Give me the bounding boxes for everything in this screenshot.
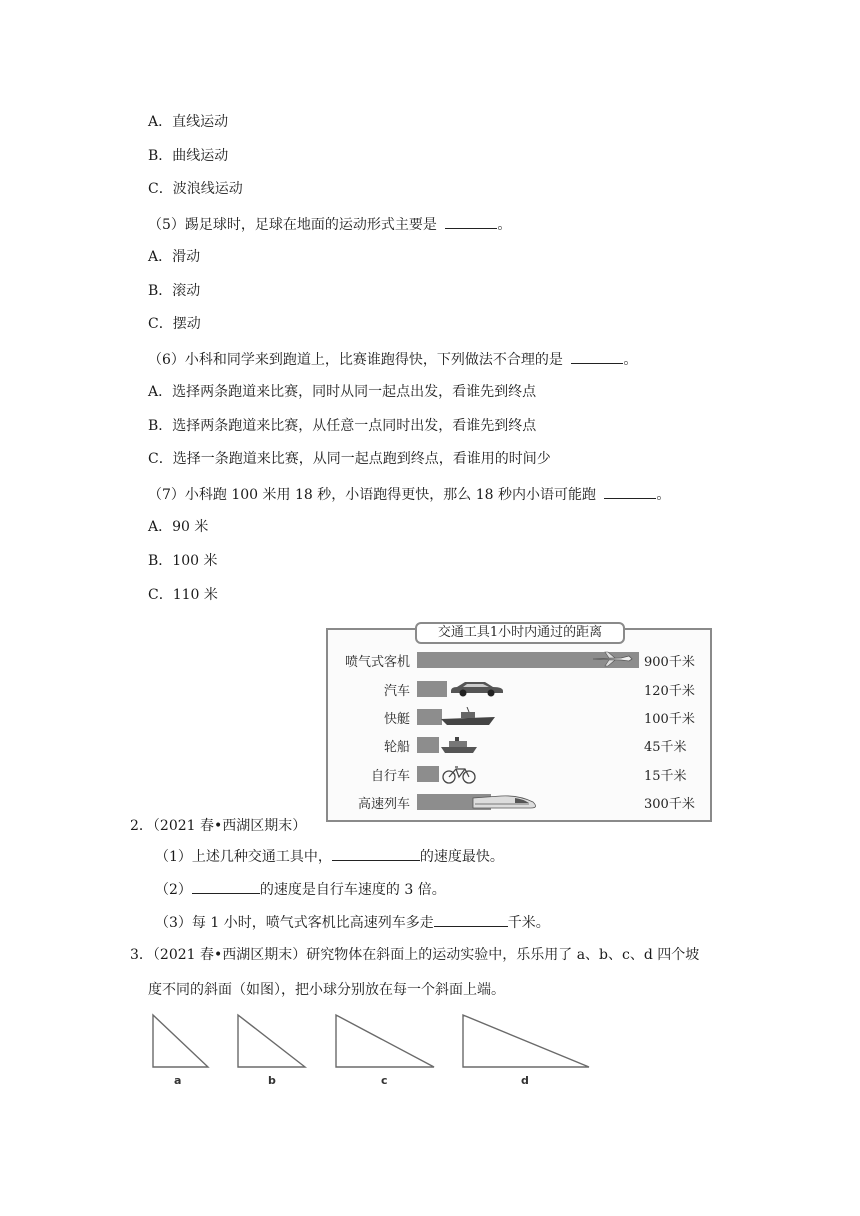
answer-blank-7[interactable] xyxy=(604,484,656,499)
speedboat-icon xyxy=(439,707,497,731)
question-7-end: 。 xyxy=(656,487,671,503)
question-2-part-1 xyxy=(155,846,504,866)
chart-category-label: 自行车 xyxy=(370,769,410,784)
chart-category-label: 轮船 xyxy=(383,740,410,755)
slope-label-a: a xyxy=(174,1074,182,1087)
slope-figure xyxy=(148,1010,598,1090)
option-7a: A．90 米 xyxy=(148,519,209,535)
question-2-part-2 xyxy=(155,879,446,899)
airplane-icon xyxy=(591,651,633,671)
transport-distance-chart xyxy=(326,622,715,825)
answer-blank-6[interactable] xyxy=(571,349,623,364)
slope-label-d: d xyxy=(521,1074,529,1087)
q2-s3-end: 千米。 xyxy=(507,915,550,931)
question-3-line-2: 度不同的斜面（如图），把小球分别放在每一个斜面上端。 xyxy=(148,982,505,998)
question-7 xyxy=(148,484,670,504)
question-5-text: （5）踢足球时，足球在地面的运动形式主要是 xyxy=(148,217,437,233)
answer-blank-2-2[interactable] xyxy=(192,879,260,894)
slope-c xyxy=(336,1015,434,1067)
slope-b xyxy=(238,1015,305,1067)
slope-label-b: b xyxy=(268,1074,276,1087)
chart-value-label: 900千米 xyxy=(644,655,695,670)
option-4a: A．直线运动 xyxy=(148,114,229,130)
train-icon xyxy=(471,792,539,816)
question-3-line-1: 3．（2021 春•西湖区期末）研究物体在斜面上的运动实验中，乐乐用了 a、b、c、d 四个坡 xyxy=(130,947,700,963)
chart-category-label: 汽车 xyxy=(383,684,410,699)
chart-value-label: 300千米 xyxy=(644,797,695,812)
chart-bar xyxy=(417,681,447,697)
question-7-text: （7）小科跑 100 米用 18 秒，小语跑得更快，那么 18 秒内小语可能跑 xyxy=(148,487,596,503)
q2-s2-end: 的速度是自行车速度的 3 倍。 xyxy=(259,882,446,898)
option-6b: B．选择两条跑道来比赛，从任意一点同时出发，看谁先到终点 xyxy=(148,418,537,434)
chart-category-label: 快艇 xyxy=(383,712,410,727)
question-6-text: （6）小科和同学来到跑道上，比赛谁跑得快，下列做法不合理的是 xyxy=(148,352,563,368)
option-5b: B．滚动 xyxy=(148,283,201,299)
option-4b: B．曲线运动 xyxy=(148,148,229,164)
question-5-end: 。 xyxy=(497,217,512,233)
chart-value-label: 45千米 xyxy=(644,740,687,755)
answer-blank-2-3[interactable] xyxy=(434,912,508,927)
slope-triangles xyxy=(148,1010,598,1074)
chart-value-label: 15千米 xyxy=(644,769,687,784)
car-icon xyxy=(449,679,505,701)
option-6c: C．选择一条跑道来比赛，从同一起点跑到终点，看谁用的时间少 xyxy=(148,451,551,467)
answer-blank-5[interactable] xyxy=(445,214,497,229)
q2-s1-end: 的速度最快。 xyxy=(419,849,504,865)
chart-bar xyxy=(417,766,439,782)
question-5 xyxy=(148,214,511,234)
chart-bar xyxy=(417,737,439,753)
q2-s2-text: （2） xyxy=(155,882,192,898)
chart-category-label: 高速列车 xyxy=(357,797,410,812)
slope-a xyxy=(153,1015,208,1067)
ship-icon xyxy=(439,735,479,759)
q2-s1-text: （1）上述几种交通工具中， xyxy=(155,849,332,865)
question-6-end: 。 xyxy=(623,352,638,368)
option-6a: A．选择两条跑道来比赛，同时从同一起点出发，看谁先到终点 xyxy=(148,384,537,400)
answer-blank-2-1[interactable] xyxy=(332,846,420,861)
bicycle-icon xyxy=(441,764,477,788)
chart-category-label: 喷气式客机 xyxy=(344,655,410,670)
slope-label-c: c xyxy=(381,1074,388,1087)
option-7b: B．100 米 xyxy=(148,553,218,569)
question-2-header: 2．（2021 春•西湖区期末） xyxy=(130,818,307,834)
q2-s3-text: （3）每 1 小时，喷气式客机比高速列车多走 xyxy=(155,915,434,931)
option-5a: A．滑动 xyxy=(148,249,201,265)
chart-value-label: 100千米 xyxy=(644,712,695,727)
option-4c: C．波浪线运动 xyxy=(148,181,243,197)
question-6 xyxy=(148,349,637,369)
option-5c: C．摆动 xyxy=(148,316,201,332)
option-7c: C．110 米 xyxy=(148,587,218,603)
slope-d xyxy=(463,1015,589,1067)
question-2-part-3 xyxy=(155,912,550,932)
chart-value-label: 120千米 xyxy=(644,684,695,699)
chart-title: 交通工具1小时内通过的距离 xyxy=(415,622,625,644)
